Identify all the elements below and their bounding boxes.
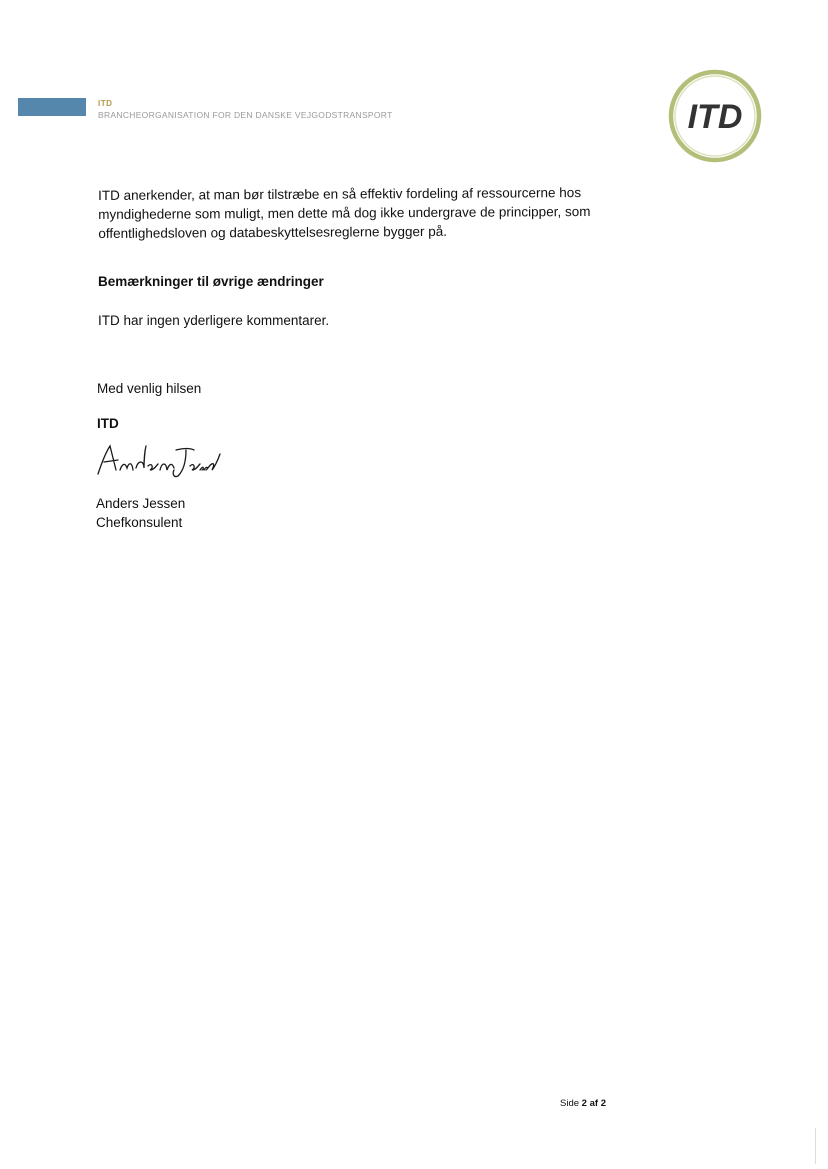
paragraph-line: offentlighedsloven og databeskyttelsesreglerne bygger på. [98,223,448,241]
itd-logo [665,66,765,166]
signature-last-name [173,449,220,477]
body-paragraph-1 [98,183,618,243]
header-subtitle: BRANCHEORGANISATION FOR DEN DANSKE VEJGODSTRANSPORT [98,110,393,120]
header-color-bar [18,98,86,116]
page-current: 2 [581,1098,587,1109]
section-heading: Bemærkninger til øvrige ændringer [98,274,324,289]
page-number [560,1098,606,1109]
body-paragraph-2: ITD har ingen yderligere kommentarer. [98,313,330,328]
paragraph-line: myndighederne som muligt, men dette må dog ikke undergrave de principper, som [98,203,591,222]
paragraph-line: ITD anerkender, at man bør tilstræbe en så effektiv fordeling af ressourcerne hos [98,185,582,203]
handwritten-signature [92,440,222,480]
closing-org: ITD [97,416,119,431]
page-total: 2 [600,1098,606,1109]
scan-edge [815,1128,816,1164]
page-prefix: Side [560,1098,580,1109]
logo-text: ITD [687,98,743,136]
page-separator: af [589,1098,599,1109]
closing-greeting: Med venlig hilsen [97,381,202,396]
signatory-name: Anders Jessen [96,496,186,511]
signature-first-name [98,446,174,474]
header-org-name: ITD [98,99,113,108]
signatory-title: Chefkonsulent [96,515,183,530]
